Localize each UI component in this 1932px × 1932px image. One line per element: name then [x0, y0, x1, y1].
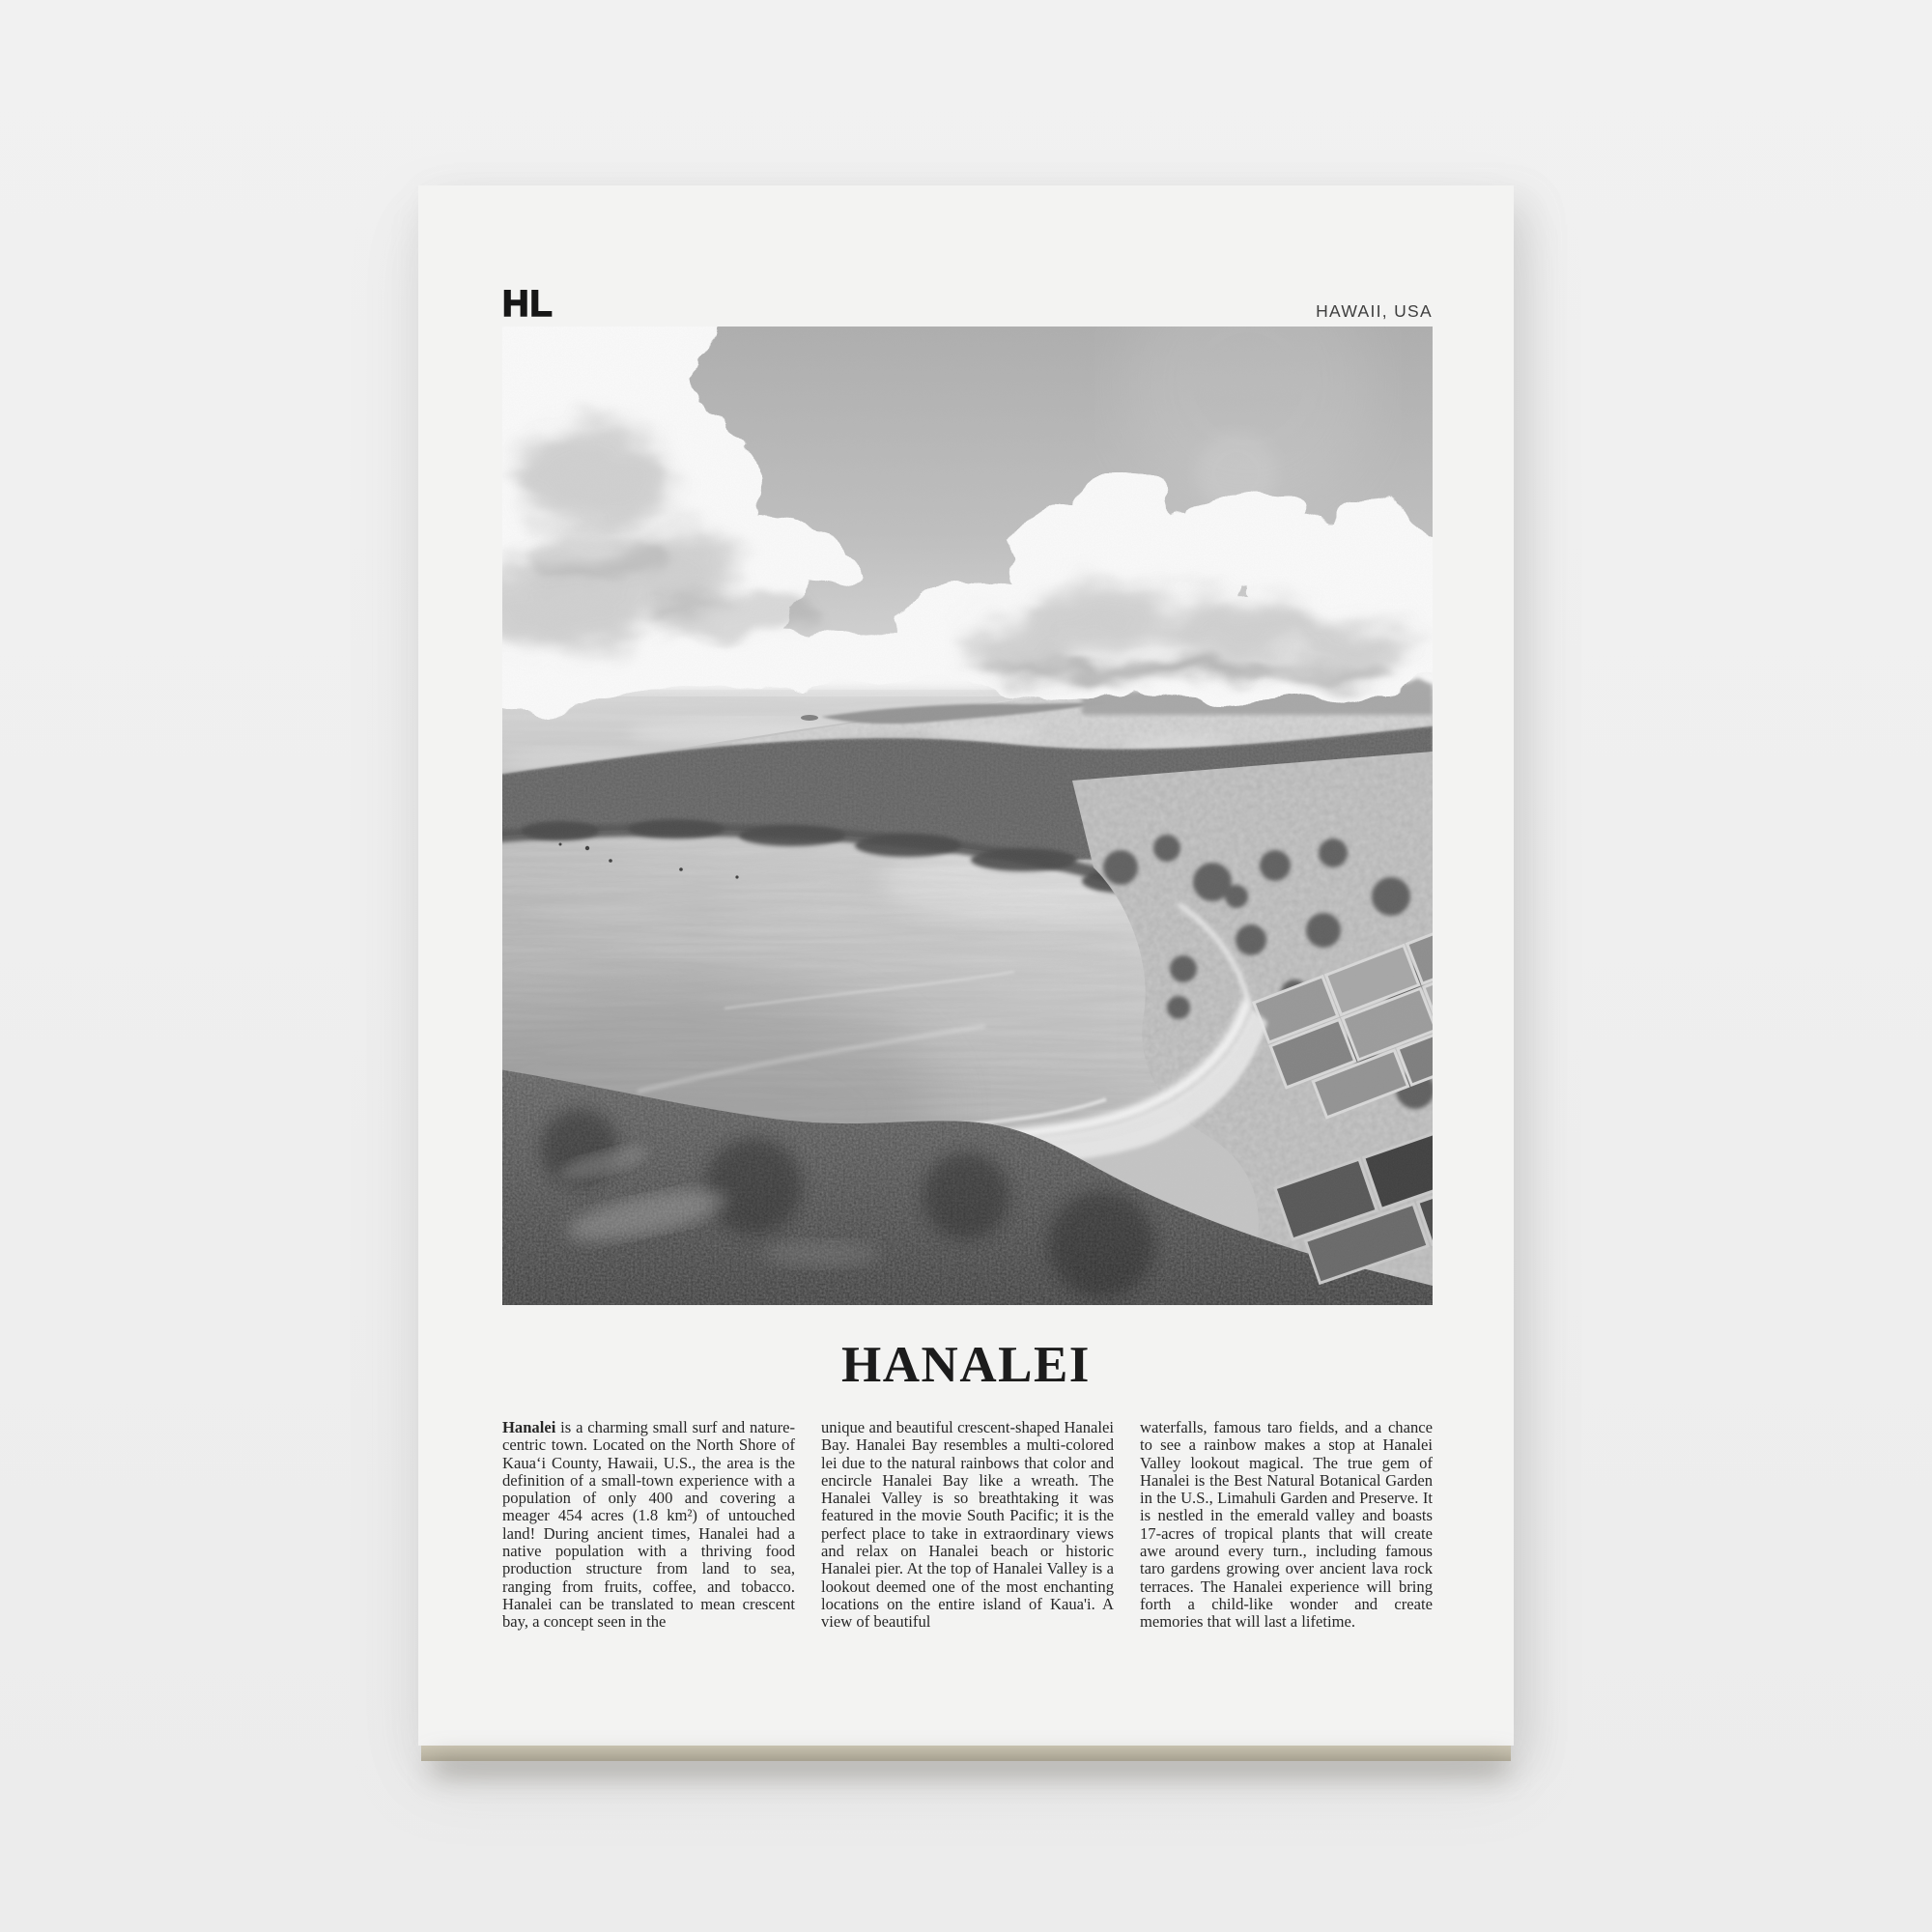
location-label: HAWAII, USA [1316, 300, 1433, 321]
article-columns [502, 1419, 1433, 1632]
hanalei-bay-photo [502, 327, 1433, 1305]
poster-header [502, 286, 1433, 323]
poster-shadow [433, 1759, 1507, 1775]
poster-title: HANALEI [841, 1337, 1091, 1393]
article-column-3: waterfalls, famous taro fields, and a chance to see a rainbow makes a stop at Hanalei Valley lookout magical. The true gem of Hanalei is the Best Natural Botanical Garden in the U.S., Limahuli Garden and Preserve. It is nestled in the emerald valley and boasts 17-acres of tropical plants that will create awe around every turn., including famous taro gardens growing over ancient lava rock terraces. The Hanalei experience will bring forth a child-like wonder and create memories that will last a lifetime. [1140, 1418, 1433, 1632]
film-grain [502, 327, 1433, 1305]
poster [418, 185, 1514, 1746]
article-column-2: unique and beautiful crescent-shaped Hanalei Bay. Hanalei Bay resembles a multi-colored lei due to the natural rainbows that color and encircle Hanalei Bay like a wreath. The Hanalei Valley is so breathtaking it was featured in the movie South Pacific; it is the perfect place to take in extraordinary views and relax on Hanalei beach or historic Hanalei pier. At the top of Hanalei Valley is a lookout deemed one of the most enchanting locations on the entire island of Kaua'i. A view of beautiful [821, 1418, 1114, 1632]
brand-logo: HL [502, 284, 554, 325]
article-column-1: Hanalei is a charming small surf and nature-centric town. Located on the North Shore of Kauaʻi County, Hawaii, U.S., the area is the definition of a small-town experience with a population of only 400 and covering a meager 454 acres (1.8 km²) of untouched land! During ancient times, Hanalei had a native population with a thriving food production structure from land to sea, ranging from fruits, coffee, and tobacco. Hanalei can be translated to mean crescent bay, a concept seen in the [502, 1418, 795, 1632]
lead-word: Hanalei [502, 1418, 556, 1436]
